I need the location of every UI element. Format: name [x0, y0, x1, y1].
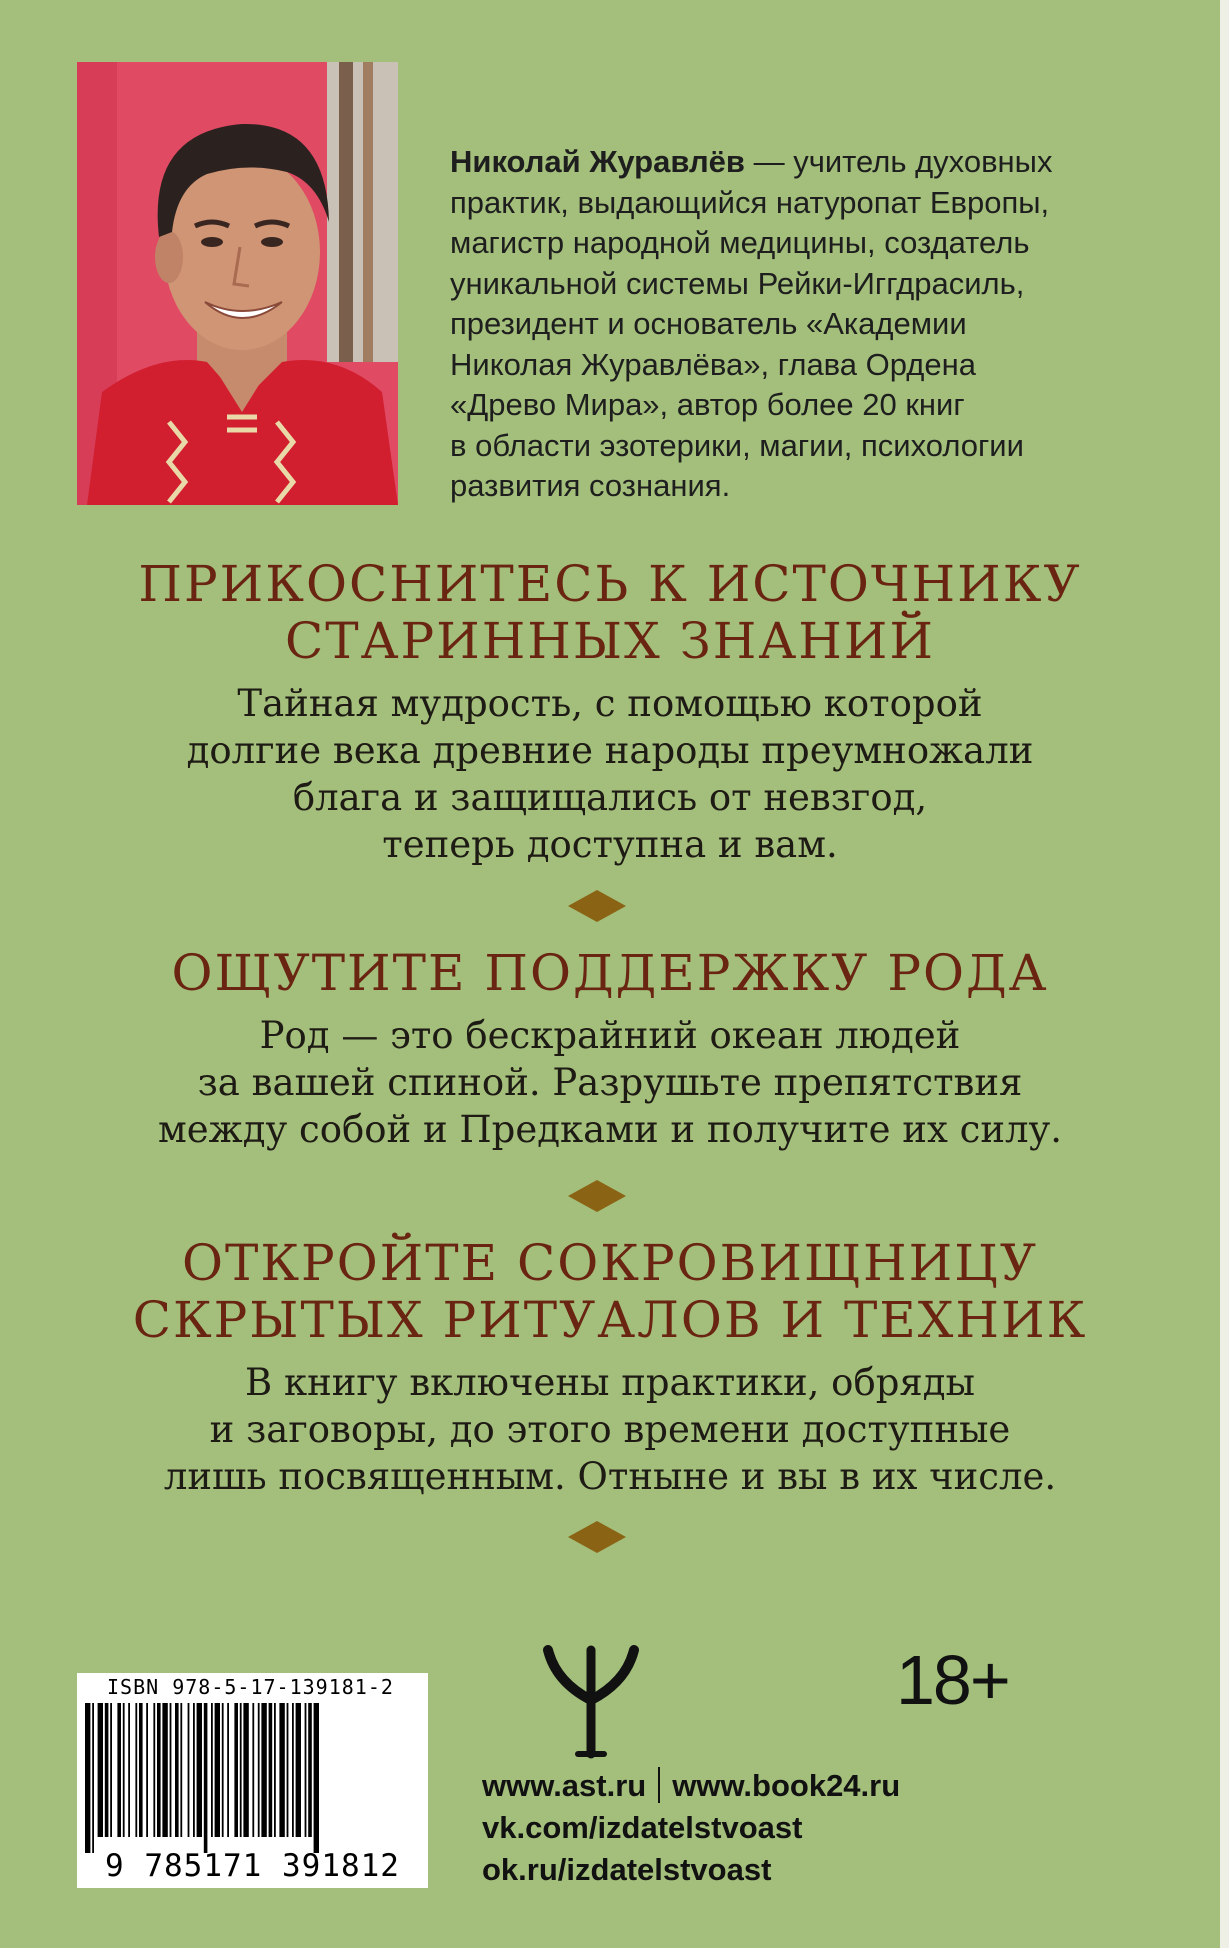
barcode-bar — [274, 1703, 276, 1837]
barcode-bar — [153, 1703, 155, 1837]
section-heading-line: ОТКРОЙТЕ СОКРОВИЩНИЦУ — [182, 1234, 1038, 1292]
barcode-bar — [197, 1703, 202, 1837]
link-book24[interactable]: www.book24.ru — [672, 1768, 901, 1803]
link-separator — [658, 1767, 660, 1803]
barcode — [77, 1673, 428, 1888]
barcode-bar — [234, 1703, 238, 1837]
barcode-bar — [139, 1703, 143, 1837]
barcode-bar — [215, 1703, 220, 1837]
barcode-bar — [162, 1703, 167, 1837]
section-body-line: В книгу включены практики, обряды — [245, 1361, 975, 1404]
section-body-line: блага и защищались от невзгод, — [292, 776, 928, 819]
barcode-bar — [204, 1703, 208, 1853]
barcode-bar — [110, 1703, 112, 1837]
section-body-line: Род — это бескрайний океан людей — [259, 1014, 961, 1057]
publisher-links — [482, 1765, 900, 1891]
section-body-line: теперь доступна и вам. — [382, 823, 838, 866]
section-heading-line: ОЩУТИТЕ ПОДДЕРЖКУ РОДА — [171, 944, 1049, 1002]
barcode-bar — [188, 1703, 190, 1837]
section-heading — [0, 945, 1220, 1002]
barcode-bar — [85, 1703, 90, 1853]
barcode-bar — [180, 1703, 182, 1837]
section-body — [0, 1359, 1220, 1500]
author-bio-line: — учитель духовных — [744, 144, 1053, 179]
barcode-bar — [240, 1703, 242, 1837]
author-bio-line: Николая Журавлёва», глава Ордена — [450, 346, 976, 382]
barcode-bars — [83, 1703, 422, 1853]
barcode-bar — [227, 1703, 229, 1837]
barcode-bar — [269, 1703, 273, 1837]
barcode-bar — [296, 1703, 301, 1837]
barcode-bar — [123, 1703, 125, 1837]
age-rating-badge: 18+ — [896, 1641, 1009, 1719]
isbn-label: ISBN 978-5-17-139181-2 — [107, 1675, 394, 1699]
barcode-bar — [222, 1703, 224, 1837]
barcode-bar — [92, 1703, 94, 1853]
barcode-bar — [211, 1703, 213, 1837]
section-1 — [0, 556, 1220, 868]
barcode-bar — [135, 1703, 137, 1837]
publisher-psi-logo-icon — [536, 1642, 646, 1766]
link-vk[interactable]: vk.com/izdatelstvoast — [482, 1810, 803, 1845]
section-body-line: за вашей спиной. Разрушьте препятствия — [197, 1061, 1023, 1104]
barcode-bar — [98, 1703, 103, 1837]
author-bio-line: развития сознания. — [450, 468, 731, 503]
barcode-bar — [261, 1703, 266, 1837]
author-photo — [77, 62, 398, 505]
barcode-bar — [157, 1703, 161, 1837]
barcode-bar — [258, 1703, 260, 1837]
section-3 — [0, 1235, 1220, 1500]
barcode-bar — [193, 1703, 195, 1837]
barcode-bar — [117, 1703, 121, 1837]
ean-digits: 9 785171 391812 — [105, 1848, 400, 1884]
author-bio-line: практик, выдающийся натуропат Европы, — [450, 184, 1050, 220]
section-body-line: и заговоры, до этого времени доступные — [209, 1408, 1011, 1451]
section-body-line: лишь посвященным. Отныне и вы в их числе. — [163, 1455, 1057, 1498]
section-body-line: долгие века древние народы преумножали — [186, 729, 1034, 772]
barcode-bar — [292, 1703, 294, 1837]
barcode-bar — [243, 1703, 248, 1837]
link-ast[interactable]: www.ast.ru — [482, 1768, 647, 1803]
barcode-bar — [252, 1703, 254, 1837]
section-heading-line: ПРИКОСНИТЕСЬ К ИСТОЧНИКУ — [138, 555, 1082, 613]
link-ok[interactable]: ok.ru/izdatelstvoast — [482, 1852, 772, 1887]
section-heading-line: СКРЫТЫХ РИТУАЛОВ И ТЕХНИК — [132, 1291, 1088, 1349]
barcode-bar — [170, 1703, 172, 1837]
section-body — [0, 680, 1220, 868]
section-body-line: между собой и Предками и получите их силу. — [157, 1108, 1063, 1151]
section-body-line: Тайная мудрость, с помощью которой — [237, 682, 983, 725]
author-bio-line: «Древо Мира», автор более 20 книг — [450, 387, 965, 422]
barcode-bar — [175, 1703, 179, 1837]
barcode-bar — [308, 1703, 312, 1837]
barcode-bar — [314, 1703, 319, 1853]
author-bio-line: уникальной системы Рейки-Иггдрасиль, — [450, 265, 1025, 301]
section-heading — [0, 556, 1220, 670]
author-name: Николай Журавлёв — [450, 144, 745, 179]
barcode-bar — [279, 1703, 284, 1837]
barcode-bar — [105, 1703, 109, 1837]
section-heading — [0, 1235, 1220, 1349]
barcode-bar — [146, 1703, 148, 1837]
author-bio-line: в области эзотерики, магии, психологии — [450, 427, 1024, 463]
section-heading-line: СТАРИННЫХ ЗНАНИЙ — [284, 612, 936, 670]
section-body — [0, 1012, 1220, 1153]
barcode-bar — [128, 1703, 130, 1837]
barcode-bar — [287, 1703, 289, 1837]
author-bio-line: президент и основатель «Академии — [450, 306, 967, 341]
barcode-bar — [305, 1703, 307, 1837]
author-bio-line: магистр народной медицины, создатель — [450, 225, 1030, 260]
author-bio — [450, 142, 1110, 507]
section-2 — [0, 945, 1220, 1153]
right-edge-strip — [1220, 0, 1229, 1948]
